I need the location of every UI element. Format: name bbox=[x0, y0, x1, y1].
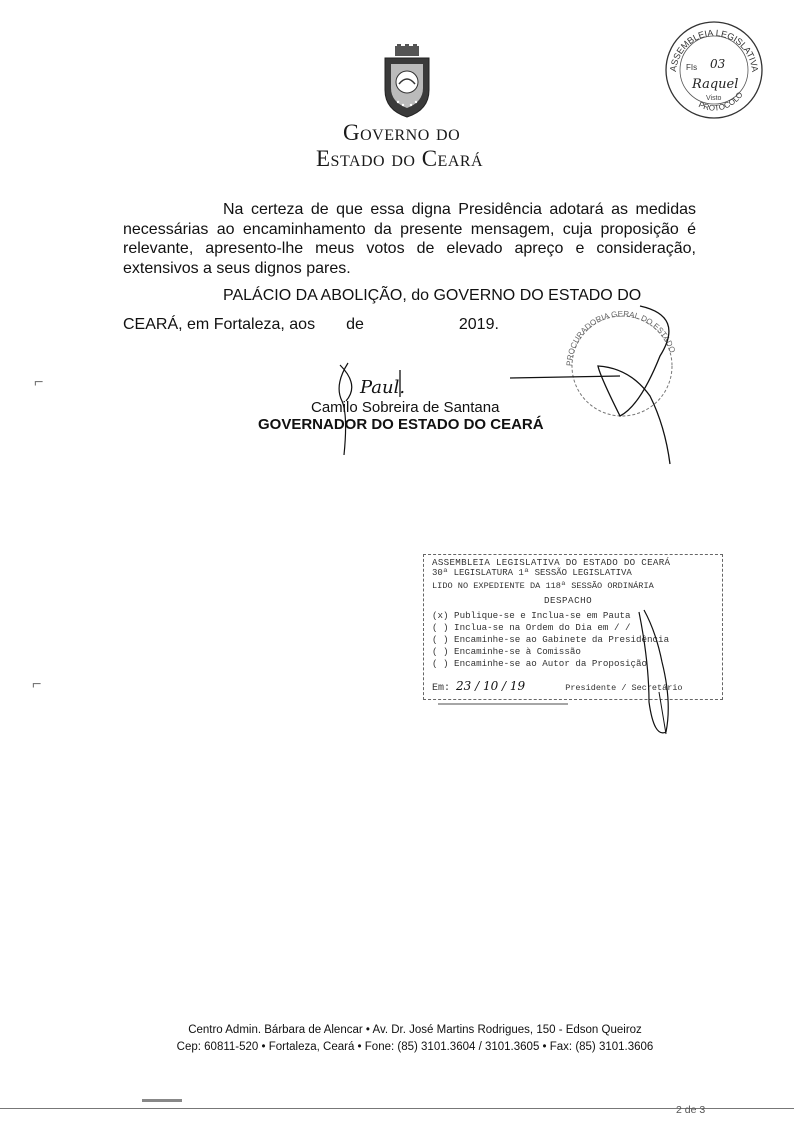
closing-paragraph: Na certeza de que essa digna Presidência adotará as medidas necessárias ao encaminhamento da presente mensagem, cuja proposição é relevante, apresento-lhe meus votos de elevado apreço e consideração, extensivos a seus dignos pares. bbox=[123, 201, 696, 277]
visto-label: Visto bbox=[706, 95, 722, 102]
date-de: de bbox=[346, 316, 364, 333]
state-coat-of-arms bbox=[381, 44, 433, 118]
footer-address-line-2: Cep: 60811-520 • Fortaleza, Ceará • Fone: (85) 3101.3604 / 3101.3605 • Fax: (85) 3101.3606 bbox=[176, 1041, 654, 1053]
palace-line: PALÁCIO DA ABOLIÇÃO, do GOVERNO DO ESTADO DO bbox=[223, 287, 642, 304]
margin-mark: ⌐ bbox=[32, 676, 42, 693]
title-line-1: Governo do bbox=[343, 120, 461, 145]
protocol-arc-text: ASSEMBLEIA LEGISLATIVA bbox=[668, 27, 760, 73]
signature-handwriting: Paul. bbox=[360, 377, 406, 398]
footer-rule bbox=[0, 1108, 794, 1109]
date-prefix: CEARÁ, em Fortaleza, aos bbox=[123, 316, 316, 333]
attorney-general-seal bbox=[500, 296, 690, 466]
despacho-option: ( ) Encaminhe-se ao Gabinete da Presidência bbox=[432, 634, 670, 645]
date-line bbox=[123, 316, 499, 334]
despacho-option: (x) Publique-se e Inclua-se em Pauta bbox=[432, 610, 631, 621]
seal-arc-text: PROCURADORIA GERAL DO ESTADO bbox=[564, 309, 677, 367]
despacho-option: ( ) Encaminhe-se à Comissão bbox=[432, 646, 581, 657]
margin-mark: ⌐ bbox=[34, 374, 44, 391]
footer-mark bbox=[142, 1099, 182, 1102]
despacho-option: ( ) Inclua-se na Ordem do Dia em / / bbox=[432, 622, 631, 633]
protocol-signature: Raquel bbox=[692, 77, 739, 92]
despacho-signature-line: Presidente / Secretário bbox=[565, 683, 683, 693]
despacho-date-value: 23 / 10 / 19 bbox=[456, 679, 526, 693]
protocol-stamp-graphic bbox=[662, 18, 766, 122]
fls-value: 03 bbox=[710, 57, 726, 71]
despacho-legislature: 30ª LEGISLATURA 1ª SESSÃO LEGISLATIVA bbox=[432, 568, 632, 578]
despacho-date-label: Em: bbox=[432, 683, 451, 694]
despacho-session: LIDO NO EXPEDIENTE DA 118ª SESSÃO ORDINÁRIA bbox=[432, 581, 654, 591]
despacho-title: DESPACHO bbox=[544, 595, 593, 606]
footer-address-line-1: Centro Admin. Bárbara de Alencar • Av. Dr. José Martins Rodrigues, 150 - Edson Queiroz bbox=[188, 1024, 642, 1036]
page-number: 2 de 3 bbox=[676, 1104, 706, 1116]
title-line-2: Estado do Ceará bbox=[316, 145, 484, 171]
protocol-stamp bbox=[662, 18, 766, 122]
signer-role: GOVERNADOR DO ESTADO DO CEARÁ bbox=[258, 416, 544, 433]
despacho-pen-strokes bbox=[434, 552, 734, 738]
despacho-assembly: ASSEMBLEIA LEGISLATIVA DO ESTADO DO CEARÁ bbox=[432, 557, 671, 568]
protocol-bottom-text: PROTOCOLO bbox=[697, 90, 745, 113]
despacho-option: ( ) Encaminhe-se ao Autor da Proposição bbox=[432, 658, 648, 669]
government-title bbox=[300, 120, 600, 172]
fls-label: FIs bbox=[686, 63, 698, 72]
date-year: 2019. bbox=[458, 316, 499, 333]
signer-name: Camilo Sobreira de Santana bbox=[311, 399, 500, 416]
